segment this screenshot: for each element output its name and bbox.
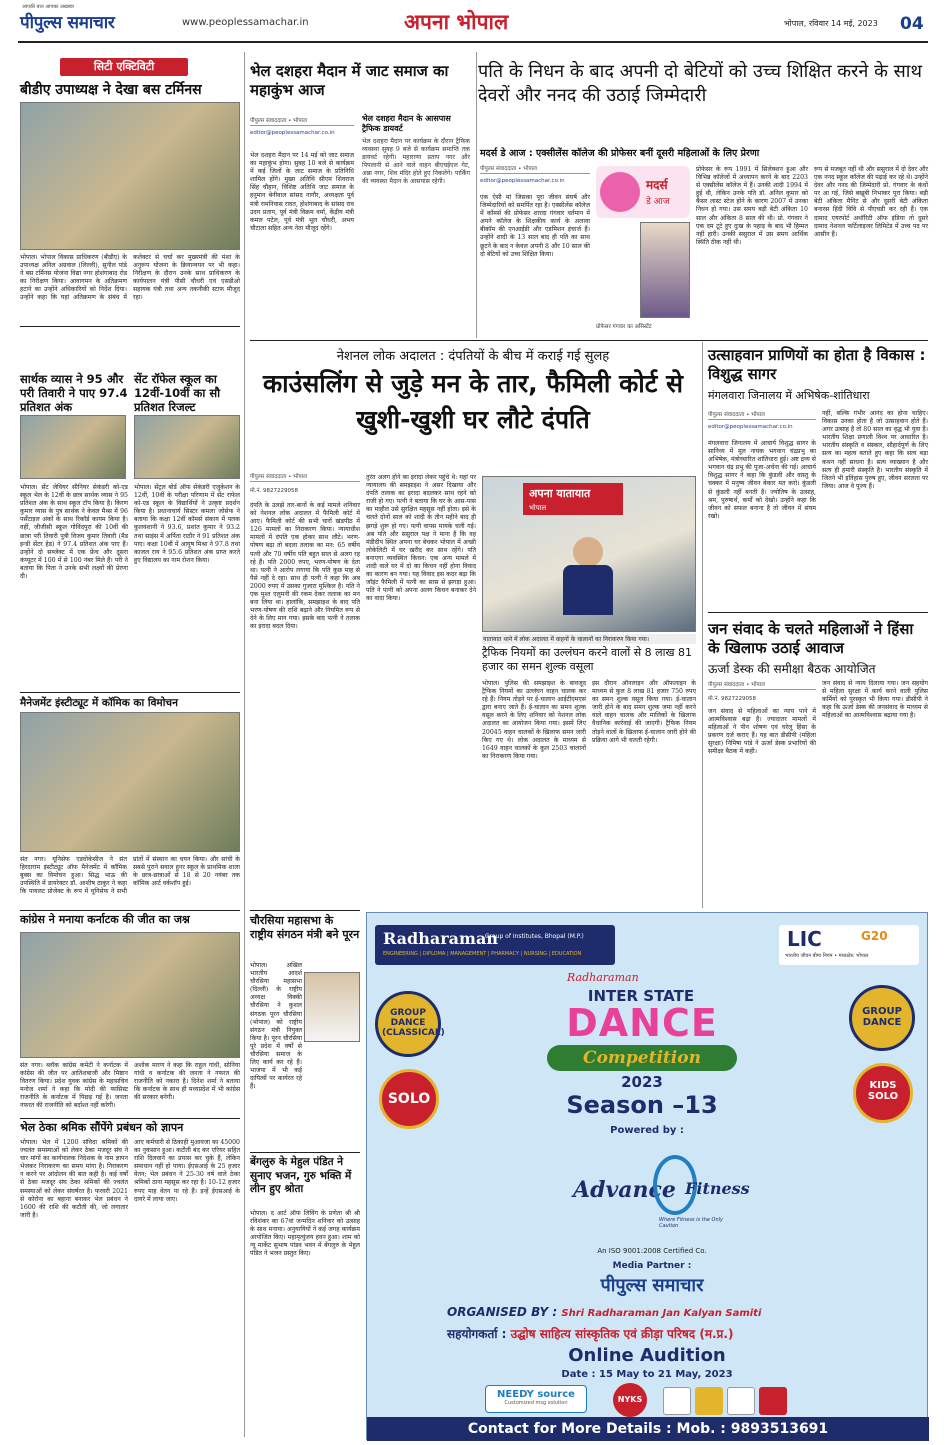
banner-text-1: अपना यातायात — [529, 487, 591, 500]
dateline: भोपाल, रविवार 14 मई, 2023 — [784, 19, 878, 28]
vishuddh-title: उत्साहवान प्राणियों का होता है विकास : विशुद्ध सागर — [708, 346, 926, 383]
event-year: 2023 — [621, 1073, 663, 1091]
media-label: Media Partner : — [612, 1261, 692, 1271]
article-jat-body: भेल दशहरा मैदान पर 14 मई को जाट समाज का महाकुंभ होगा। सुबह 10 बजे से कार्यक्रम में कई जिलों के जाट समाज के प्रतिनिधि शामिल होंगे। मुख्य अतिथि सीएम शिवराज सिंह चौहान, विशिष्ट अतिथि जाट समाज के हनुमान बेनीवाल सांसद नागौर, अध्यक्षता पूर्व मंत्री रामनिवास रावत, होशंगाबाद के सांसद राव उदय प्रताप, पूर्व मंत्री विक्रम वर्मा, केंद्रीय मंत्री कमल पटेल, पूर्व मंत्री भूल चौधरी, अभय चौटाला सहित अन्य नेता मौजूद रहेंगे। — [250, 152, 354, 232]
article-raphael-body: भोपाल। सेंट्रल बोर्ड ऑफ सेकंडरी एजुकेशन के 12वीं, 10वीं के परीक्षा परिणाम में सेंट राफेल को-एड स्कूल के विद्यार्थियों ने उत्कृष्ट प्रदर्शन किया है। प्रधानाचार्य सिस्टर कमला जोसेफ ने बताया कि कक्षा 12वीं कॉमर्स संकाय में पलक कुलवंशानी ने 93.6, प्रशांत कुमार ने 93.2 तथा साइंस में अर्पिता राठौर ने 91 प्रतिशत अंक पाए। कक्षा 10वीं में आयुष मिश्रा ने 97.8 तथा काजल राय ने 95.6 प्रतिशत अंक प्राप्त करते हुए विद्यालय का नाम रोशन किया। — [134, 484, 240, 564]
presenter: Radharaman — [567, 971, 639, 984]
article-comic-body: संत नगर। यूनिसेफ एडवोकेसीज ने संत हिरदाराम इंस्टीट्यूट ऑफ मैनेजमेंट में कॉमिक बुक्स का विमोचन हुआ। सिद्ध भाऊ की उपस्थिति में डायरेक्टर डॉ. आशीष ठाकुर ने कहा कि पायलट प्रोजेक्ट के रूप में यूनिसेफ ने सभी प्रांतों में संस्थान का चयन किया। और सांची के सबसे पुराने सवाल हुनर स्कूल के प्राथमिक शाला के छात्र-छात्राओं से 18 से 20 नवंबर तक कॉमिक आर्ट वर्कशॉप हुई। — [20, 856, 240, 896]
article-bhel-worker-body: भोपाल। भेल में 1200 संविदा श्रमिकों की ज्वलंत समस्याओं को लेकर ठेका मजदूर संघ ने चार मांगों का कार्यपालक निदेशक के नाम ज्ञापन भेजकर निराकरण का समय मांगा है। निराकरण न करने पर आंदोलन की बात कही है। कई वर्षों से ठेका मजदूर संघ ठेका श्रमिकों की ज्वलंत समस्याओं को लेकर संघर्षरत है। फरवरी 2021 से कोरोना का बहाना बनाकर भेल प्रबंधन ने 1600 की राशि की कटौती की, जो लगातार जारी है। — [20, 1139, 128, 1219]
masthead — [0, 0, 945, 48]
article-jat-title: भेल दशहरा मैदान में जाट समाज का महाकुंभ आज — [250, 62, 449, 99]
needy-logo — [485, 1385, 587, 1413]
section-title: अपना भोपाल — [404, 10, 509, 34]
event-season: Season –13 — [566, 1091, 718, 1119]
radharaman-logo[interactable] — [375, 925, 615, 965]
audition-dates: Date : 15 May to 21 May, 2023 — [561, 1369, 733, 1380]
vishuddh-body-2: नहीं, बल्कि गंभीर आनंद का होना चाहिए। विकास उनका होता है जो उत्साहवान होते हैं। अगर उत्साह है तो 80 साल का वृद्ध भी युवा है। भारतीय शिक्षा प्रणाली विश्व पर आधारित है। भारतीय संस्कृति व संस्कार, सौहार्दपूर्ण के लिए सत्य का महत्व बताते हुए कहा कि सत्य बड़ा कथन नहीं साधना है। सत्य व्याख्यान है और सत्य ही हमारी संस्कृति है। भारतीय संस्कृति में जितने भी इतिहास पुरुष हुए, जीवन सरलता पर जिया। आज वे पूज्य हैं। — [822, 410, 928, 490]
traffic-divert-body: भेल दशहरा मैदान पर कार्यक्रम के दौरान ट्रैफिक व्यवस्था सुबह 9 बजे से कार्यक्रम समाप्ति तक डायवर्ट रहेगी। महाराणा प्रताप नगर और पिपलानी से आने वाले वाहन बीएचईएल गेट, अन्ना नगर, शिव मंदिर होते हुए निकलेंगे। पार्किंग की व्यवस्था मैदान के आसपास रहेगी। — [362, 138, 470, 186]
article-congress-title: कांग्रेस ने मनाया कर्नाटक की जीत का जश्न — [20, 913, 190, 926]
brand-advance: Advance — [573, 1177, 676, 1203]
nyks-logo — [613, 1383, 647, 1417]
vishuddh-sub: मंगलवारा जिनालय में अभिषेक-शांतिधारा — [708, 389, 870, 402]
vishuddh-byline: पीपुल्स संवाददाता • भोपाल — [708, 410, 816, 420]
logo-line2: डे आज — [646, 197, 670, 207]
needy-sub: Customized msg solution — [504, 1400, 568, 1406]
lic-logo — [779, 925, 919, 965]
vishuddh-body-1: मंगलवारा जिनालय में आचार्य विशुद्ध सागर के सानिध्य में मूल नायक भगवान चंद्रप्रभु का अभिषेक, मंत्रोच्चारित शांतिधारा हुई। अष्ट द्रव्य से भगवान चंद्र प्रभु की पूजा-अर्चना की गई। आचार्य विशुद्ध सागर ने कहा कि कुंडली और वास्तु के चक्कर में मनुष्य जीवन बेकार मत करो। कुंडली से कुंडली नहीं बनती है। ज्योतिष के उत्साह, श्रम, पुरुषार्थ, कर्मों को देखो। उन्होंने कहा कि जीवन को सफल बनाना है तो जीवन में संयम रखो। — [708, 440, 816, 520]
article-bhel-worker-title: भेल ठेका श्रमिक सौंपेंगे प्रबंधन को ज्ञापन — [20, 1121, 184, 1134]
jat-email[interactable]: editor@peoplessamachar.co.in — [250, 130, 335, 136]
comic-photo — [20, 712, 240, 852]
media-name: पीपुल्स समाचार — [600, 1275, 704, 1296]
masthead-tagline: आपकी बात आपका अखबार — [22, 4, 75, 10]
mehul-title: बेंगलुरु के मेहुल पंडित ने सुनाए भजन, गुरु भक्ति में लीन हुए श्रोता — [250, 1156, 352, 1195]
support-line — [447, 1325, 917, 1342]
page-number: 04 — [900, 14, 924, 34]
logo-line1: मदर्स — [646, 178, 668, 192]
support-by: उद्घोष साहित्य सांस्कृतिक एवं क्रीड़ा परिषद (म.प्र.) — [510, 1327, 734, 1341]
article-bda-title: बीडीए उपाध्यक्ष ने देखा बस टर्मिनस — [20, 82, 202, 98]
feature-body-3: रूप से मजबूत नहीं थी और ससुराल में दो देवर और एक ननद स्कूल कॉलेज की पढ़ाई कर रहे थे। उन्होंने देवर और ननद की जिम्मेदारी प्रो. गंगवार के कंधों पर आ गई, जिसे बखूबी निभाकर पूरा किया। बड़ी बेटी अंकिता मैनिट से और दूसरी बेटी अंकिता बनारस हिंदी विवि से पीएचडी कर रही हैं। एक दामाद एयरपोर्ट अथॉरिटी ऑफ इंडिया तो दूसरे दामाद नेशनल फर्टिलाइजर लिमिटेड में उच्च पद पर आसीन हैं। — [814, 166, 928, 238]
bda-photo — [20, 102, 240, 250]
event-line1: INTER STATE — [587, 987, 695, 1005]
chaurasia-body: भोपाल। अखिल भारतीय आदर्श चौरसिया महासभा (दिल्ली) के राष्ट्रीय अध्यक्ष विक्की चौरसिया ने कुशल संगठक पूरन चौरसिया (भोपाल) को राष्ट्रीय संगठन मंत्री नियुक्त किया है। पूरन चौरसिया पूरे प्रदेश में वर्षों से चौरसिया समाज के लिए कार्य कर रहे हैं। भाजपा में भी कई दायित्वों पर कार्यरत रहे हैं। — [250, 962, 302, 1091]
lead-title: काउंसलिंग से जुड़े मन के तार, फैमिली कोर्ट से खुशी-खुशी घर लौटे दंपति — [262, 369, 683, 434]
students-photo — [20, 415, 126, 479]
article-bhel-worker-cont: आए कर्मचारी से ठिकाही मुआवजा का 45000 का नुकसान हुआ। कटौती बंद कर एरियर सहित राशि दिलवाने का प्रयास कर चुके हैं, लेकिन समाधान नहीं हो पाया। ईएसआई के 25 हजार वेतन; भेल प्रबंधन ने 25-30 वर्ष वाले ठेका श्रमिकों ठाना महसूस कर रहा है। 10-12 हजार रुपए माह वेतन पा रहे हैं। इन्हें ईएसआई के दायरे में लाया जाए। — [134, 1139, 240, 1203]
article-comic-title: मैनेजमेंट इंस्टीट्यूट में कॉमिक का विमोचन — [20, 697, 178, 709]
article-congress-cont: अशोक मारण ने कहा कि राहुल गांधी, सोनिया गांधी व कर्नाटक की जनता ने नफरत की राजनीति को नकारा है। दिनेश शर्मा ने बताया कि कर्नाटक के साथ ही मध्यप्रदेश में भी कांग्रेस की सरकार बनेगी। — [134, 1062, 240, 1102]
sponsor-sub: Group of Institutes, Bhopal (M.P.) — [485, 933, 584, 940]
lead-body-1: दंपति के उलझे तार-बानों के कई मामले शनिवार को नेशनल लोक अदालत में फैमिली कोर्ट में आए। फैमिली कोर्ट की सभी चारों खंडपीठ में 126 मामलों का निराकरण किया। न्यायाधीश मामलों में दंपति एक होकर साथ लौटे। भरण-पोषण बढ़ा तो बदला तलाक का मन: 65 वर्षीय पत्नी और 70 वर्षीय पति बहुत साल से अलग रह रहे हैं। पति 2000 रुपए, भरण-पोषण के देता था। पत्नी ने आरोप लगाया कि पति कुछ माह से पैसे नहीं दे रहा। साथ ही पत्नी ने कहा कि अब 2000 रुपए में उसका गुजारा मुश्किल है। पति ने एक मुश्त एलुमनी की रकम देकर तलाक का मन बना लिया था। हालांकि, समझाइश के बाद पति भरण-पोषण की राशि बढ़ाने और नियमित रूप से देने के लिए मान गया। इसके बाद पत्नी ने तलाक का इरादा बदल दिया। — [250, 502, 360, 631]
kicker-city-activity — [60, 58, 188, 76]
powered-label: Powered by : — [610, 1125, 684, 1136]
mehul-body: भोपाल। द आर्ट ऑफ लिविंग के प्रणेता श्री श्री रविशंकर का 67वां जन्मदिन शनिवार को उत्साह के साथ मनाया। अनुयायियों ने कई जगह कार्यक्रम आयोजित किए। महामृत्युंजय हवन हुआ। शाम को न्यू मार्केट सुभाष पांडव भवन में बेंगलुरु के मेहुल पंडित ने भजन प्रस्तुत किए। — [250, 1210, 360, 1258]
traffic-photo-caption: यातायात थाने में लोक अदालत में वाहनों के चालानों का निराकरण किया गया। — [482, 634, 696, 644]
lead-byline: पीपुल्स संवाददाता • भोपाल — [250, 472, 360, 482]
raphael-photo — [134, 415, 240, 479]
jansamvad-byline: पीपुल्स संवाददाता • भोपाल — [708, 680, 816, 690]
feature-body-1b — [596, 222, 638, 318]
feature-byline: पीपुल्स संवाददाता • भोपाल — [480, 164, 590, 174]
badge-group-text: GROUP DANCE — [862, 1006, 902, 1028]
badge-group — [849, 985, 915, 1051]
traffic-banner — [523, 483, 623, 515]
contact-text: Contact for More Details : Mob. : 9893513691 — [467, 1421, 829, 1437]
event-line3: Competition — [583, 1048, 701, 1068]
contact-bar[interactable] — [367, 1417, 929, 1441]
dance-ad — [366, 912, 928, 1440]
jansamvad-mobile: मो.नं. 9827229058 — [708, 696, 757, 702]
brand-fitness: Fitness — [685, 1179, 750, 1198]
jansamvad-title: जन संवाद के चलते महिलाओं ने हिंसा के खिलाफ उठाई आवाज — [708, 620, 914, 657]
jansamvad-sub: ऊर्जा डेस्क की समीक्षा बैठक आयोजित — [708, 662, 876, 676]
feature-body-2: प्रोफेसर के रूप 1991 में सिलेक्शन हुआ और विभिन्न कॉलेजों में अध्यापन करने के बाद 2203 से एक्सीलेंस कॉलेज में हैं। उनकी शादी 1994 में हुई थी, लेकिन उनके पति डॉ. अनिल कुमार को कैंसर लास्ट स्टेज होने के कारण 2007 में उनका निधन हो गया। उस समय बड़ी बेटी अंकिता 10 साल और अंकिता 8 साल की थी। प्रो. गंगवार ने एक दम टूटे हुए दुःख के पहाड़ के बाद भी हिम्मत नहीं हारी। उनकी ससुराल में उस समय आर्थिक स्थिति ठीक नहीं थी। — [696, 166, 808, 246]
professor-photo — [640, 222, 690, 318]
article-sarthak-body: भोपाल। सेंट जेवियर सीनियर सेकंडरी को-एड स्कूल भेल के 12वीं के छात्र सार्थक व्यास ने 95 प्रतिशत अंक के साथ स्कूल टॉप किया है। किरण कुमार व्यास के पुत्र सार्थक ने केवल मैथ्स में 96 पर्सेंटाइल अंकों के साथ रिकॉर्ड कायम किया है। वहीं, जीजीसी स्कूल गोविंदपुरा की 10वीं की छात्रा परी तिवारी पुत्री विजय कुमार तिवारी (मैड इन्डी सेंटर हेड) ने 97.4 प्रतिशत अंक पाए हैं। उन्होंने दो सब्जेक्ट में एक फ्रेंच और दूसरा कंप्यूटर में 100 में से 100 नंबर मिले हैं। परी ने बताया कि पिता ने उनके सभी लक्ष्यों की प्रेरणा दी। — [20, 484, 128, 581]
article-bda-body: भोपाल। भोपाल विकास प्राधिकरण (बीडीए) के उपाध्यक्ष अनिल अग्रवाल (लिल्ली), सुनील पांडे ने बस टर्मिनस योजना विद्या नगर होशंगाबाद रोड का निरीक्षण किया। आवागमन के अतिक्रमण हटाने का उन्होंने अधिकारियों को निर्देश दिया। उन्होंने कहा कि यहां अतिक्रमण के संबंध में कलेक्टर से चर्चा कर मुख्यमंत्री की मंशा के अनुरूप योजना के क्रियान्वयन पर भी कहा। निरीक्षण के दौरान उनके साथ प्राधिकरण के कार्यपालन यंत्री पीसी चौधरी एवं एसडीओ सहायक यंत्री तथा अन्य तकनीकी स्टाफ मौजूद रहा। — [20, 254, 240, 302]
banner-text-2: भोपाल — [529, 504, 547, 512]
event-line2: DANCE — [566, 1001, 718, 1045]
lic-text: LIC — [787, 927, 822, 951]
g20-text: G20 — [861, 929, 888, 943]
badge-kids — [853, 1063, 913, 1123]
article-raphael-title: सेंट रॉफेल स्कूल का 12वीं-10वीं का सौ प्रतिशत रिजल्ट — [134, 372, 221, 414]
badge-group-classical — [375, 991, 445, 1057]
traffic-photo — [482, 476, 696, 632]
traffic-body-1: भोपाल। पुलिस की समझाइश के बावजूद ट्रैफिक नियमों का उल्लंघन वाहन चालक कर रहे हैं। नियम तोड़ने पर ई-चालान आईटीएमएस द्वारा बनाए जाते हैं। ई-चालान का समन शुल्क वसूल करने के लिए शनिवार को नेशनल लोक अदालत का आयोजन किया गया। इसमें लिए 20045 वाहन चालकों के खिलाफ समन जारी किए गए थे। लोक अदालत के माध्यम से 1649 वाहन चालकों के कुल 2503 चालानों का निराकरण किया गया। — [482, 680, 586, 760]
vishuddh-email[interactable]: editor@peoplessamachar.co.in — [708, 424, 793, 430]
lic-sub: भारतीय जीवन बीमा निगम • मध्यक्षेत्र: भोपाल — [785, 953, 869, 959]
support-label: सहयोगकर्ता : — [447, 1327, 507, 1341]
feature-title: पति के निधन के बाद अपनी दो बेटियों को उच्च शिक्षित करने के साथ देवरों और ननद की उठाई जिम्मेदारी — [478, 61, 922, 106]
article-sarthak-title: सार्थक व्यास ने 95 और परी तिवारी ने पाए 97.4 प्रतिशत अंक — [20, 372, 128, 414]
feature-body-1: एक ऐसी मां जिसका पूरा जीवन संघर्ष और जिम्मेदारियों को समर्पित रहा है। एक्सीलेंस कॉलेज में कॉमर्स की प्रोफेसर शारदा गंगवार वर्तमान में अपने कॉलेज के शिक्षकीय कार्य के अलावा बीकॉम की एनआईडी और एडमिशन इंचार्ज हैं। उन्होंने शादी के 13 साल बाद ही पति का साथ छूटने के बाद न केवल अपनी 8 और 10 साल की दो बेटियों को उच्च शिक्षित किया। — [480, 194, 590, 258]
traffic-title: ट्रैफिक नियमों का उल्लंघन करने वालों से 8 लाख 81 हजार का समन शुल्क वसूला — [482, 646, 692, 673]
badge-solo — [379, 1069, 439, 1129]
puran-photo — [304, 972, 360, 1042]
kicker-label: सिटी एक्टिविटी — [93, 60, 155, 73]
website[interactable]: www.peoplessamachar.in — [182, 17, 309, 28]
organised-line — [447, 1305, 917, 1319]
jat-byline: पीपुल्स संवाददाता • भोपाल — [250, 116, 354, 126]
article-congress-body: संत नगर। ब्लॉक कांग्रेस कमेटी ने कर्नाटक में कांग्रेस की जीत पर आतिशबाजी और मिष्ठान वितरण किया। प्रदेश युवक कांग्रेस के महासचिव मनोज शर्मा ने कहा कि मोदी की फासिस्ट राजनीति के कर्नाटक में पिछड़ गई है। जनता नफरत की राजनीति को बर्दाश्त नहीं करेगी। — [20, 1062, 128, 1110]
lead-mobile: मो.नं. 9827229058 — [250, 488, 299, 494]
paper-logo: पीपुल्स समाचार — [20, 13, 115, 33]
traffic-body-2: इस दौरान ऑनलाइन और ऑफलाइन के माध्यम से कुल 8 लाख 81 हजार 750 रुपए का समन शुल्क वसूल किया गया। ई-चालान जारी होने के बाद समन शुल्क जमा नहीं करने वाले वाहन चालक और मालिकों के खिलाफ वैधानिक कार्रवाई की जाएगी। ट्रैफिक नियम तोड़ने वालों के खिलाफ ई-चालान जारी होने की प्रक्रिया आगे भी चलती रहेगी। — [592, 680, 696, 744]
feature-email[interactable]: editor@peoplessamachar.co.in — [480, 178, 565, 184]
lead-kicker: नेशनल लोक अदालत : दंपतियों के बीच में कराई गई सुलह — [336, 349, 610, 364]
mothers-day-logo — [596, 166, 690, 218]
jansamvad-body-2: जन संवाद से न्याय दिलाया गया। जन सहयोग से महिला सुरक्षा में कार्य करने वाली पुलिस कर्मियों को पुरस्कृत भी किया गया। डीसीपी ने कहा कि ऊर्जा डेस्क की जनसंवाद के माध्यम से महिलाओं का आत्मविश्वास बढ़ाया गया है। — [822, 680, 928, 720]
advance-fitness-logo[interactable] — [567, 1145, 750, 1243]
organised-label: ORGANISED BY : — [447, 1305, 558, 1319]
competition-ribbon — [547, 1045, 737, 1071]
needy-text: NEEDY source — [497, 1389, 575, 1400]
jansamvad-body-1: जन संवाद से महिलाओं का न्याय पाने में आत्मविश्वास बढ़ा है। ज्यादातर मामलों में महिलाओं ने पीन शोषण एवं घरेलू हिंसा के प्रकरण दर्ज कराए हैं। यह बात डीसीपी (महिला सुरक्षा) निमिषा पांडे ने ऊर्जा डेस्क प्रभारियों की समीक्षा बैठक में कही। — [708, 708, 816, 756]
lead-body-2: तुरंत अलग होने का इरादा लेकर पहुंचे थे: यहां पर न्यायालय की समझाइश ने असर दिखाया और दंपति तलाक का इरादा बदलकर साथ रहने को राजी हो गए। पत्नी ने बताया कि घर के आस-पास का माहौल उसे सुरक्षित महसूस नहीं होता। इसे के चलते दोनों साल को शादी के तीन महीने बाद ही झगड़े शुरू हो गए। पत्नी वापस मायके चली गई। अब पति और ससुराल पक्ष ने माना है कि वह मंडीदीप स्थित अपना घर बेचकर भोपाल में अच्छी लोकेलिटी में घर खरीद कर साथ रहेंगे। पति बनाएगा व्यवस्थित किचन: एक अन्य मामले में शादी वाले घर में दो का किचन नहीं होना विवाद का कारण बन गया। यह विवाद इस कदर बढ़ा कि जॉइंट फैमिली में पत्नी का सास से झगड़ा हुआ। पति ने पत्नी को अपना अलग किचन बनाकर देने का वादा किया। — [366, 474, 476, 603]
sponsor-name: Radharaman — [383, 929, 498, 948]
audition-title: Online Audition — [568, 1345, 726, 1366]
badge-solo-text: SOLO — [387, 1091, 431, 1107]
nyks-text: NYKS — [617, 1395, 643, 1404]
badge-group-classical-text: GROUP DANCE (CLASSICAL) — [382, 1008, 445, 1038]
organised-by: Shri Radharaman Jan Kalyan Samiti — [561, 1308, 762, 1319]
badge-kids-text: KIDS SOLO — [867, 1080, 899, 1102]
traffic-divert-title: भेल दशहरा मैदान के आसपास ट्रैफिक डायवर्ट — [362, 114, 451, 133]
congress-photo — [20, 932, 240, 1058]
professor-caption: प्रोफेसर गंगवार का असिस्टेंट — [596, 324, 652, 330]
brand-tag: Where Fitness is the Only Caution — [659, 1217, 724, 1229]
chaurasia-title: चौरसिया महासभा के राष्ट्रीय संगठन मंत्री बने पूरन — [250, 914, 360, 941]
partner-logos — [663, 1387, 813, 1415]
sponsor-tags: ENGINEERING | DIPLOMA | MANAGEMENT | PHARMACY | NURSING | EDUCATION — [383, 951, 582, 957]
iso-line: An ISO 9001:2008 Certified Co. — [597, 1247, 707, 1255]
feature-strap: मदर्स डे आज : एक्सीलेंस कॉलेज की प्रोफेसर बनीं दूसरी महिलाओं के लिए प्रेरणा — [480, 148, 760, 159]
